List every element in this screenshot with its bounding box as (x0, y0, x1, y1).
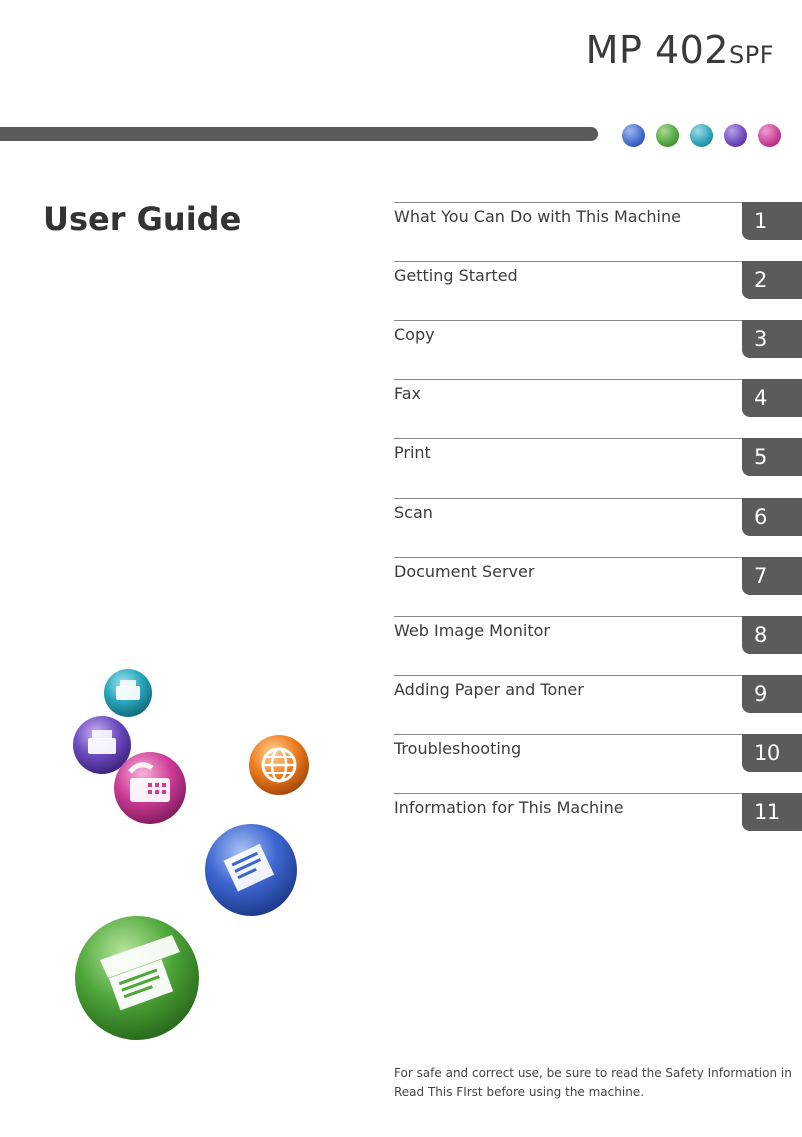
toc-label: What You Can Do with This Machine (394, 207, 681, 226)
toc-rule (394, 675, 752, 676)
chapter-number: 10 (754, 741, 780, 765)
toc-label: Fax (394, 384, 422, 403)
toc-rule (394, 793, 752, 794)
model-name (586, 28, 774, 72)
toc-rule (394, 379, 752, 380)
toc-item-5[interactable] (394, 438, 802, 497)
printer-icon (104, 669, 152, 717)
chapter-number: 11 (754, 800, 780, 824)
chapter-number: 6 (754, 505, 767, 529)
toc-label: Troubleshooting (394, 739, 522, 758)
toc-rule (394, 261, 752, 262)
toc-rule (394, 734, 752, 735)
header-bar (0, 127, 598, 141)
globe-icon (249, 735, 309, 795)
safety-notice (394, 1064, 794, 1102)
chapter-tab (742, 498, 802, 536)
chapter-tab (742, 202, 802, 240)
chapter-number: 2 (754, 268, 767, 292)
chapter-tab (742, 616, 802, 654)
chapter-tab (742, 557, 802, 595)
function-icons (60, 660, 340, 1080)
purple-dot (724, 124, 747, 147)
chapter-tab (742, 675, 802, 713)
blue-dot (622, 124, 645, 147)
toc-label: Scan (394, 503, 433, 522)
chapter-number: 3 (754, 327, 767, 351)
chapter-number: 9 (754, 682, 767, 706)
color-dots (622, 124, 781, 147)
chapter-tab (742, 438, 802, 476)
toc-label: Web Image Monitor (394, 621, 550, 640)
toc-item-3[interactable] (394, 320, 802, 379)
toc-item-8[interactable] (394, 616, 802, 675)
toc-label: Information for This Machine (394, 798, 624, 817)
toc-item-9[interactable] (394, 675, 802, 734)
toc-rule (394, 498, 752, 499)
toc-label: Print (394, 443, 431, 462)
toc-rule (394, 557, 752, 558)
toc-rule (394, 320, 752, 321)
toc-label: Getting Started (394, 266, 518, 285)
green-dot (656, 124, 679, 147)
chapter-number: 1 (754, 209, 767, 233)
toc-item-10[interactable] (394, 734, 802, 793)
toc-rule (394, 616, 752, 617)
chapter-number: 8 (754, 623, 767, 647)
toc-label: Copy (394, 325, 435, 344)
model-main: MP 402 (585, 28, 729, 72)
safety-line-1: For safe and correct use, be sure to read the Safety Information in (394, 1066, 792, 1080)
teal-dot (690, 124, 713, 147)
model-suffix: SPF (728, 41, 774, 69)
toc-rule (394, 202, 752, 203)
toc-rule (394, 438, 752, 439)
toc-item-1[interactable] (394, 202, 802, 261)
magenta-dot (758, 124, 781, 147)
chapter-number: 4 (754, 386, 767, 410)
toc-item-4[interactable] (394, 379, 802, 438)
document-icon (205, 824, 297, 916)
chapter-tab (742, 793, 802, 831)
chapter-tab (742, 379, 802, 417)
toc-label: Adding Paper and Toner (394, 680, 584, 699)
scanner-icon (75, 916, 199, 1040)
chapter-tab (742, 734, 802, 772)
chapter-tab (742, 320, 802, 358)
chapter-tab (742, 261, 802, 299)
fax-icon (114, 752, 186, 824)
toc-item-7[interactable] (394, 557, 802, 616)
toc-item-6[interactable] (394, 498, 802, 557)
toc-label: Document Server (394, 562, 535, 581)
chapter-number: 7 (754, 564, 767, 588)
toc-item-11[interactable] (394, 793, 802, 852)
chapter-number: 5 (754, 445, 767, 469)
guide-title: User Guide (43, 200, 242, 238)
toc-item-2[interactable] (394, 261, 802, 320)
safety-line-2: Read This FIrst before using the machine. (394, 1085, 645, 1099)
